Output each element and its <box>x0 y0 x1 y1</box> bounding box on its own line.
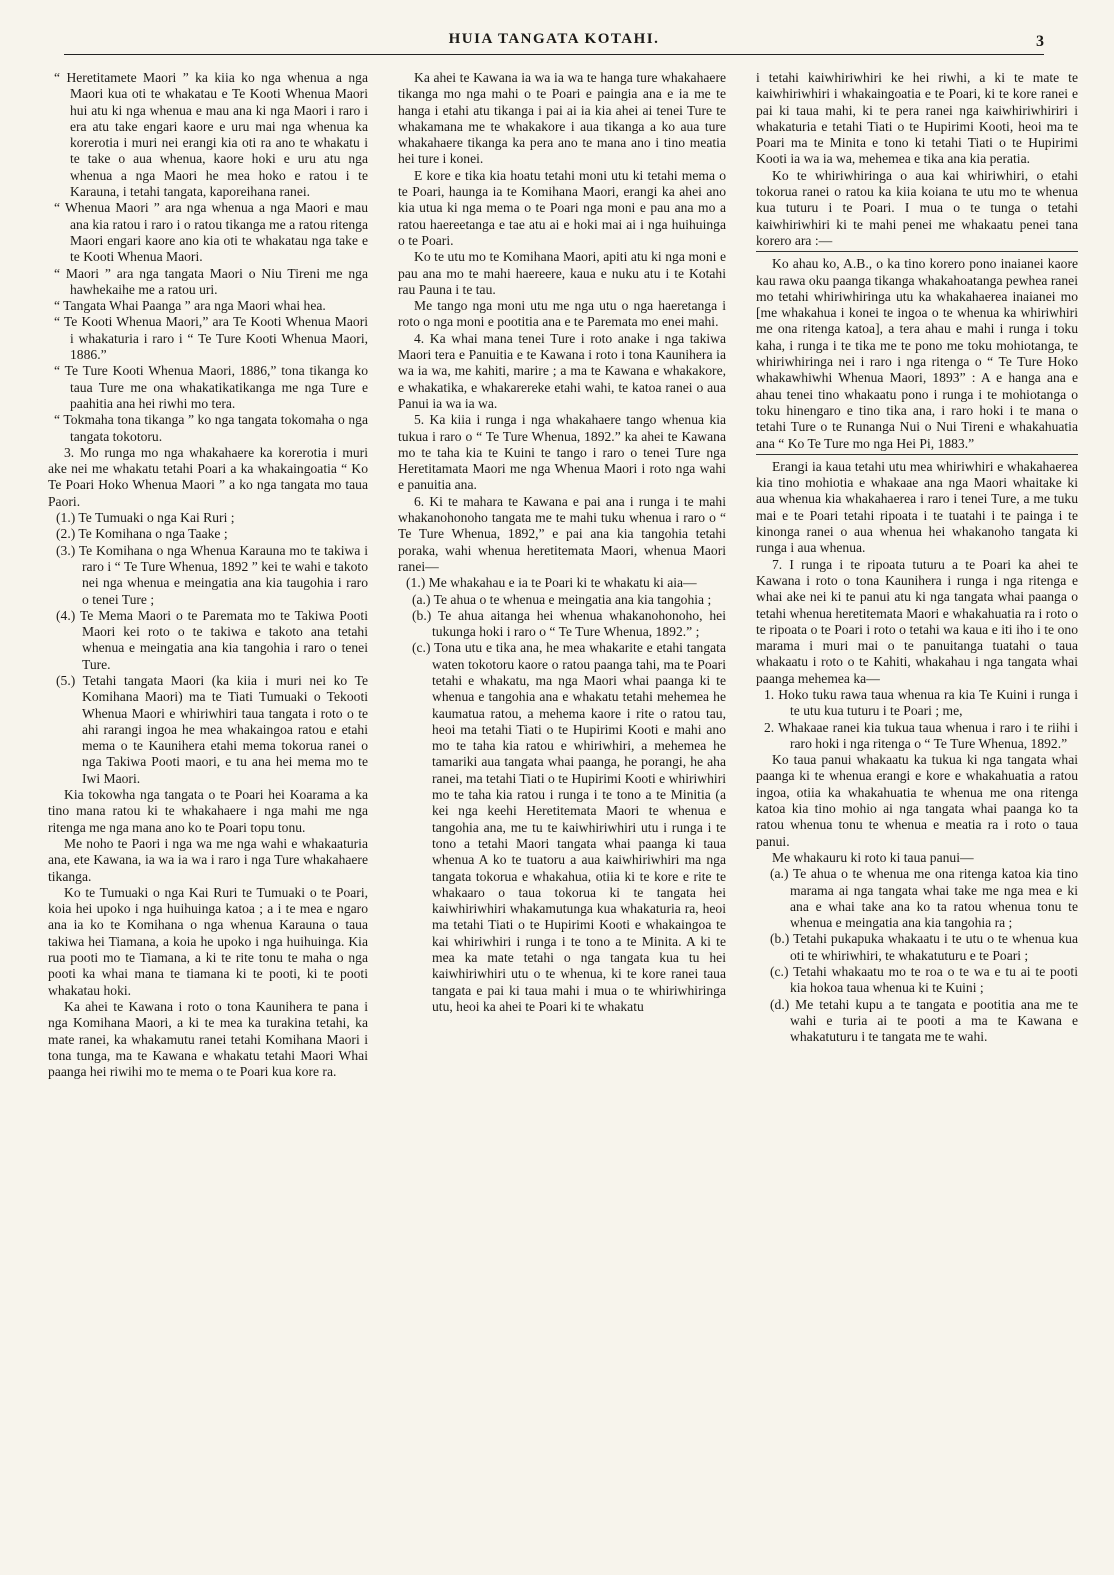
paragraph: (1.) Te Tumuaki o nga Kai Ruri ; <box>56 510 235 526</box>
paragraph: (c.) Tona utu e tika ana, he mea whakarite e etahi tangata waten tokotoru kaore o ratou paanga tahi, ma te Poari tetahi e whakatu, ma nga Maori whai paanga ki te whenua e tangohia ana e whakatu tetahi mehemea he kaumatua ratou, a mehema kaore i rite o ratou tau, heoi ma tetahi Tiati o te Hupirimi Kooti e mahi ano mo te taha kia ratou e whiriwhiri, a mehemea he tamariki aua tangata whai paanga, he porangi, he aha ranei, ma tetahi Tiati o te Hupirimi Kooti e whiriwhiri mo te taha kia ratou i runga i te tono a te Minitia (a kei nga keehi Heretitemata Maori te whenua e tangohia ana, me tu te kaiwhiriwhiri utu i runga i te tono a tetahi Maori tangata whai paanga ki taua whenua A ko te tuatoru a aua kaiwhiriwhiri ma nga tangata tokorua e whakahua, otiia ki te kore e rite te whakaaro o taua tokorua ki te tangata hei kaiwhiriwhiri whakamutunga kua whakaturia ra, heoi ma tetahi Tiati o te Hupirimi Kooti e whakaingoa te kai whiriwhiri i runga i te tono a te Minita. A ki te mea ka mate tetahi o nga tangata kua tu hei kaiwhiriwhiri utu o te whenua, ki te kore ranei taua tangata e pai ki taua mahi i mua o te whiriwhiringa utu, heoi ka ahei te Poari ki te whakatu <box>412 640 726 1014</box>
paragraph: (a.) Te ahua o te whenua e meingatia ana kia tangohia ; <box>412 591 712 607</box>
paragraph: i tetahi kaiwhiriwhiri ke hei riwhi, a ki te mate te kaiwhiriwhiri i whakaingoatia e te Poari, ki te kore ranei e pai ki taua mahi, ki te pera ranei nga kaiwhiriwhiriri i whakaturia e tetahi Tiati o te Hupirimi Kooti, heoi ma te Poari ma te Minita e tono ki tetahi Tiati o te Hupirimi Kooti ia wa ia wa, mehemea e tika ana kia peratia. <box>756 70 1078 167</box>
paragraph: (5.) Tetahi tangata Maori (ka kiia i muri nei ko Te Komihana Maori) ma te Tiati Tumuaki o Tekooti Whenua Maori e whiriwhiri taua tangata i roto o te ahi rarangi ingoa he mea whakaingoa ratou e etahi mema o te Kaunihera etahi mema tokorua ranei o nga Takiwa Pooti maori, e tu ana hei mema mo te Iwi Maori. <box>56 672 368 786</box>
paragraph: “ Whenua Maori ” ara nga whenua a nga Maori e mau ana kia ratou i raro i o ratou tikanga me a ratou ritenga Maori engari kaore ano kia oti te whakatau nga take e te Kooti Whenua Maori. <box>54 200 368 265</box>
paragraph: Ko ahau ko, A.B., o ka tino korero pono inaianei kaore kau rawa oku paanga tikanga whakahoatanga pewhea ranei mo tetahi whiriwhiringa utu ka whakahaerea inaianei mo [me whakahua i konei te ingoa o te whenua ka whiriwhiri me ona ritenga katoa], a tera ahau e mahi i runga i toku kaha, i runga i te tika me te pono me toku mohiotanga, te whiriwhiringa nei i raro i nga ritenga o “ Te Ture Hoko whakawhiwhi Whenua Maori, 1893” : A e hanga ana e ahau tenei tino whakaatu pono i runga i te mohiotanga o toku hinengaro e tino tika ana, i raro hoki i te mana o tetahi Ture o te Runanga Nui o Nui Tireni e whakahuatia ana “ Ko Te Ture mo nga Hei Pi, 1883.” <box>756 256 1078 451</box>
paragraph: Me noho te Paori i nga wa me nga wahi e whakaaturia ana, ete Kawana, ia wa ia wa i raro i nga Ture whakahaere tikanga. <box>48 835 368 884</box>
text-column-2 <box>398 70 726 1015</box>
paragraph: Me whakauru ki roto ki taua panui— <box>772 849 974 865</box>
paragraph: Ko te Tumuaki o nga Kai Ruri te Tumuaki o te Poari, koia hei upoko i nga huihuinga katoa ; a i te mea e ngaro ana ia ko te Komihana o nga whenua Karauna o taua takiwa hei Tiamana, a koia he upoko i nga huihuinga. Kia rua pooti mo te Tiamana, a ki te rite tonu te maha o nga pooti ka whai mana te tiamana ki te pooti, ki te pooti whakatau hoki. <box>48 884 368 998</box>
paragraph: 4. Ka whai mana tenei Ture i roto anake i nga takiwa Maori tera e Panuitia e te Kawana i roto i tona Kaunihera ia wa ia wa, me kahiti, marire ; a ma te Kawana e whakakore, e whakatika, e whakarereke etahi wahi, te katoa ranei o aua Panui ia wa ia wa. <box>398 330 726 411</box>
paragraph: (c.) Tetahi whakaatu mo te roa o te wa e tu ai te pooti kia hokoa taua whenua ki te Kuini ; <box>770 964 1078 996</box>
paragraph: “ Heretitamete Maori ” ka kiia ko nga whenua a nga Maori kua oti te whakatau e Te Kooti Whenua Maori hui atu ki nga whenua e mau ana ki nga Maori i raro i era atu take engari kaore e uru mai nga whenua ka korerotia i muri nei erangi kia oti ra ano te whakatu i te take o aua whenua, kaore hoki e uru atu nga whenua a nga Maori he mea hoko e ratou i te Karauna, i tetahi tangata, kaporeihana ranei. <box>54 70 368 200</box>
paragraph: 6. Ki te mahara te Kawana e pai ana i runga i te mahi whakanohonoho tangata me te mahi tuku whenua i raro o “ Te Ture Whenua, 1892,” e pai ana kia tangohia tetahi poraka, wahi whenua heretitemata Maori, whenua Maori ranei— <box>398 493 726 574</box>
paragraph: 2. Whakaae ranei kia tukua taua whenua i raro i te riihi i raro hoki i nga ritenga o “ Te Ture Whenua, 1892.” <box>764 719 1078 751</box>
paragraph: “ Maori ” ara nga tangata Maori o Niu Tireni me nga hawhekaihe me a ratou uri. <box>54 265 368 297</box>
paragraph: (b.) Tetahi pukapuka whakaatu i te utu o te whenua kua oti te whiriwhiri, te whakatuturu e te Poari ; <box>770 931 1078 963</box>
paragraph: Ko te utu mo te Komihana Maori, apiti atu ki nga moni e pau ana mo te mahi haereere, kaua e nuku atu i te Kotahi rau Pauna i te tau. <box>398 249 726 297</box>
running-title: HUIA TANGATA KOTAHI. <box>448 31 660 47</box>
paragraph: 7. I runga i te ripoata tuturu a te Poari ka ahei te Kawana i roto o tona Kaunihera i runga i nga ritenga e whai ake nei ki te panui atu ki nga tangata whai paanga o tetahi whenua heretitemata Maori e whakahuatia ra i roto o te ripoata o te Poari i roto o tetahi wa kaua e iti iho i te ono marama i muri mai o te panuitanga tuatahi o taua whakaatu i roto o te Kahiti, whakahau i nga tangata whai paanga mehemea ka— <box>756 556 1078 686</box>
paragraph: (b.) Te ahua aitanga hei whenua whakanohonoho, hei tukunga hoki i raro o “ Te Ture Whenua, 1892.” ; <box>412 607 726 640</box>
paragraph: “ Tangata Whai Paanga ” ara nga Maori whai hea. <box>54 298 326 314</box>
paragraph: (2.) Te Komihana o nga Taake ; <box>56 526 228 542</box>
page-number: 3 <box>1036 33 1044 50</box>
paragraph: (4.) Te Mema Maori o te Paremata mo te Takiwa Pooti Maori kei roto o te takiwa e takoto ana tetahi whenua e meingatia ana kia tangohia i raro o tenei Ture. <box>56 607 368 672</box>
paragraph: 3. Mo runga mo nga whakahaere ka korerotia i muri ake nei me whakatu tetahi Poari a ka whakaingoatia “ Ko Te Poari Hoko Whenua Maori ” a ko nga tangata mo taua Paori. <box>48 444 368 509</box>
paragraph: Ko te whiriwhiringa o aua kai whiriwhiri, o etahi tokorua ranei o ratou ka kiia koianа te utu mo te whenua kua tuturu i te Poari. I mua o te tunga o tetahi kaiwhiriwhiri ki te mahi penei me whakaatu penei tana korero ara :— <box>756 167 1078 248</box>
paragraph: (a.) Te ahua o te whenua me ona ritenga katoa kia tino marama ai nga tangata whai take me nga mea e ki ana e whai take ana ko ta ratou whenua tonu te whenua e meingatia ana kia tangohia ra ; <box>770 866 1078 931</box>
paragraph: “ Te Ture Kooti Whenua Maori, 1886,” tona tikanga ko taua Ture me ona whakatikatikanga me nga Ture e paahitia ana hei riwhi mo tera. <box>54 363 368 411</box>
paragraph: Ka ahei te Kawana i roto o tona Kaunihera te pana i nga Komihana Maori, a ki te mea ka turakina tetahi, ka mate ranei, ka whakamutu ranei tetahi Komihana Maori i tona tunga, ma te Kawana e whakatu tetahi Maori Whai paanga hei riwihi mo te mema o te Poari kua kore ra. <box>48 998 368 1080</box>
paragraph: Ko taua panui whakaatu ka tukua ki nga tangata whai paanga ki te whenua erangi e kore e whakahuatia a ratou ingoa, otiia ka whakahuatia te whenua me ona ritenga katoa kia tino mohio ai nga tangata whai paanga ko ta ratou whenua tonu te whenua e meatia ra i roto o taua panui. <box>756 752 1078 849</box>
paragraph: “ Te Kooti Whenua Maori,” ara Te Kooti Whenua Maori i whakaturia i raro i “ Te Ture Kooti Whenua Maori, 1886.” <box>54 314 368 363</box>
paragraph: Ka ahei te Kawana ia wa ia wa te hanga ture whakahaere tikanga mo nga mahi o te Poari e paingia ana e ia me te hanga i etahi atu tikanga i pai ai ia kia ahei ai tenei Ture te whakamana me te whakakore i aua tikanga a ko aua ture whakahaere tikanga ka pera ano te mana ano i tino meatia hei ture i konei. <box>398 70 726 167</box>
paragraph: (1.) Me whakahau e ia te Poari ki te whakatu ki aia— <box>406 575 697 591</box>
column-rule <box>756 454 1078 455</box>
text-column-3 <box>756 70 1078 1046</box>
paragraph: Kia tokowha nga tangata o te Poari hei Koarama a ka tino mana ratou ki te whakahaere i nga mahi me nga ritenga me nga mana ano ko te Poari topu tonu. <box>48 787 368 835</box>
paragraph: E kore e tika kia hoatu tetahi moni utu ki tetahi mema o te Poari, haunga ia te Komihana Maori, erangi ka ahei ano kia utua ki nga mema o te Poari nga moni e pau ana mo a ratou haereetanga e tae atu ai e hoki mai ai i nga huihuinga o te Poari. <box>398 167 726 248</box>
paragraph: “ Tokmaha tona tikanga ” ko nga tangata tokomaha o nga tangata tokotoru. <box>54 412 368 444</box>
paragraph: 1. Hoko tuku rawa taua whenua ra kia Te Kuini i runga i te utu kua tuturu i te Poari ; me, <box>764 686 1078 719</box>
paragraph: 5. Ka kiia i runga i nga whakahaere tango whenua kia tukua i raro o “ Te Ture Whenua, 1892.” ka ahei te Kawana mo te taha kia te Kuini te tango i raro o tenei Ture nga Heretitamata Maori me nga Whenua Maori i roto nga wahi e panuitia ana. <box>398 412 726 493</box>
paragraph: (d.) Me tetahi kupu a te tangata e pootitia ana me te wahi e turia ai te pooti a ma te Kawana e whakatuturu i te tangata me te wahi. <box>770 996 1078 1045</box>
paragraph: (3.) Te Komihana o nga Whenua Karauna mo te takiwa i raro i “ Te Ture Whenua, 1892 ” kei te wahi e takoto nei nga whenua e meingatia ana kia taugohia i raro o tenei Ture ; <box>56 542 368 607</box>
paragraph: Erangi ia kaua tetahi utu mea whiriwhiri e whakahaerea kia tino mohiotia e whakaae ana nga Maori whaitake ki aua whenua kia whakahaerea i raro i tenei Ture, a me tuku mai e te Poari tetahi ripoata i te tuatahi i te painga i te kinonga ranei o aua whenua hei whakanoho tangata ki runga i aua whenua. <box>756 458 1078 556</box>
column-rule <box>756 251 1078 252</box>
text-column-1 <box>48 70 368 1080</box>
page-header <box>64 28 1044 55</box>
paragraph: Me tango nga moni utu me nga utu o nga haeretanga i roto o nga moni e pootitia ana e te Paremata mo enei mahi. <box>398 298 726 330</box>
